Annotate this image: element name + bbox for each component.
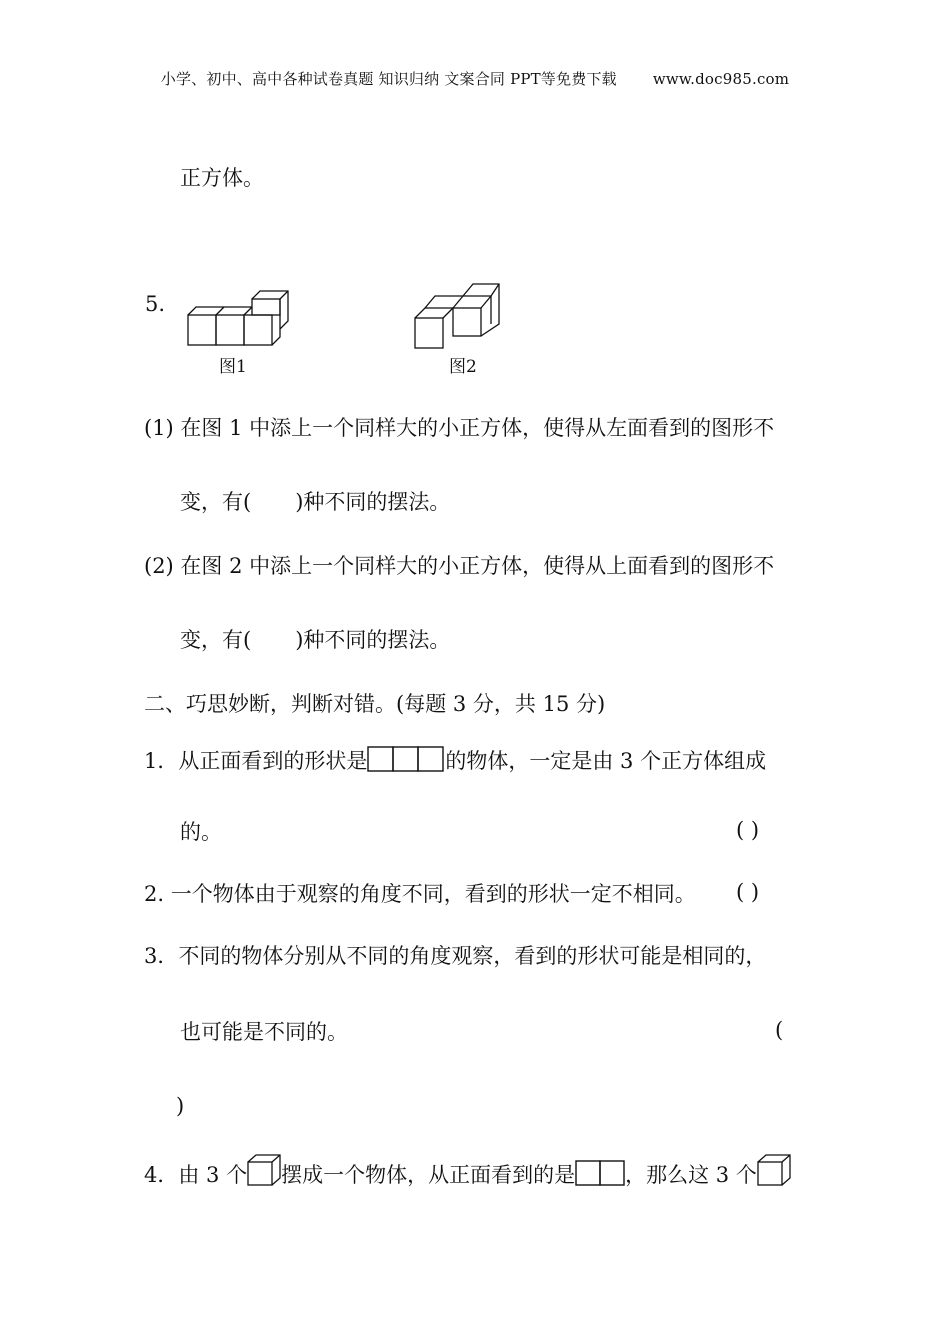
cube-icon xyxy=(247,1154,281,1186)
s2-q4-text-b: 摆成一个物体，从正面看到的是 xyxy=(281,1163,576,1187)
section2-title: 二、巧思妙断，判断对错。(每题 3 分，共 15 分) xyxy=(144,692,606,716)
q5-sub1-line1: (1) 在图 1 中添上一个同样大的小正方体，使得从左面看到的图形不 xyxy=(144,416,775,440)
s2-q1-text-a: 1．从正面看到的形状是 xyxy=(144,749,368,773)
s2-q1-answer-paren[interactable]: ( ) xyxy=(736,818,760,842)
page-header xyxy=(0,68,950,89)
s2-q3-paren-close: ) xyxy=(176,1094,185,1118)
s2-q1-text-b: 的物体，一定是由 3 个正方体组成 xyxy=(445,749,767,773)
cube-icon xyxy=(757,1154,791,1186)
s2-q4-text-a: 4．由 3 个 xyxy=(144,1163,248,1187)
figure-2-caption: 图2 xyxy=(449,357,477,377)
q5-sub1-line2 xyxy=(180,488,450,516)
s2-q3-line1: 3．不同的物体分别从不同的角度观察，看到的形状可能是相同的， xyxy=(144,944,767,968)
s2-q4-text-c: ，那么这 3 个 xyxy=(625,1163,757,1187)
q5-sub2-line2 xyxy=(180,626,450,654)
s2-q1-line2: 的。 xyxy=(180,820,222,844)
header-text: 小学、初中、高中各种试卷真题 知识归纳 文案合同 PPT等免费下载 xyxy=(160,70,617,88)
s2-q3-paren-open[interactable]: ( xyxy=(775,1018,784,1042)
q5-sub1-text-a: 变，有( xyxy=(180,490,252,514)
s2-q2-text: 2. 一个物体由于观察的角度不同，看到的形状一定不相同。 xyxy=(144,882,696,906)
q5-number: 5. xyxy=(145,292,166,316)
figure-1-cubes xyxy=(186,288,296,350)
q5-sub2-text-b: )种不同的摆法。 xyxy=(295,628,451,652)
two-squares-front-view-icon xyxy=(575,1160,625,1186)
s2-q1-line1 xyxy=(144,746,766,775)
s2-q2-answer-paren[interactable]: ( ) xyxy=(736,880,760,904)
continuation-text: 正方体。 xyxy=(180,166,264,190)
header-url: www.doc985.com xyxy=(652,70,790,88)
q5-sub2-line1: (2) 在图 2 中添上一个同样大的小正方体，使得从上面看到的图形不 xyxy=(144,554,775,578)
q5-sub1-text-b: )种不同的摆法。 xyxy=(295,490,451,514)
figure-1-caption: 图1 xyxy=(219,357,247,377)
s2-q4-line1 xyxy=(144,1154,791,1189)
s2-q3-line2: 也可能是不同的。 xyxy=(180,1020,348,1044)
q5-sub2-text-a: 变，有( xyxy=(180,628,252,652)
three-squares-front-view-icon xyxy=(367,746,445,772)
figure-2-cubes xyxy=(413,282,505,352)
